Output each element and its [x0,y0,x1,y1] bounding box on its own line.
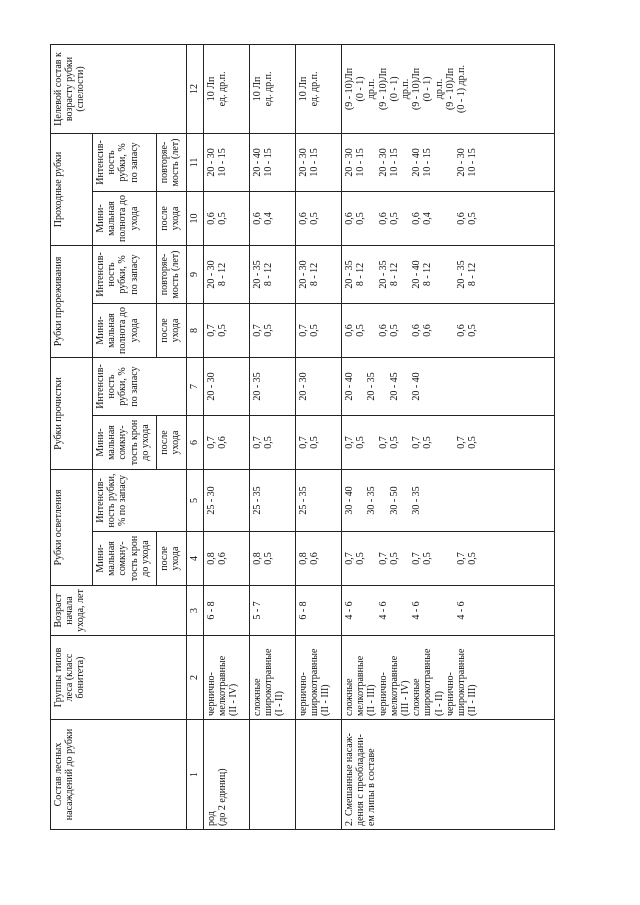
cell-prorezh-intensity: 20 - 30 8 - 12 [204,245,250,303]
header-prorezh-after: после ухода [157,303,187,357]
column-number: 5 [187,470,204,532]
cell-proch-closure: 0,7 0,5 [296,416,342,470]
cell-prorezh-intensity: 20 - 30 8 - 12 [296,245,342,303]
cell-forest-type: чернично- широкотравные (II - III) [296,636,342,720]
cell-osv-intensity: 30 - 40 30 - 35 30 - 50 30 - 35 [342,470,555,532]
cell-forest-type: чернично- мелкотравные (II - IV) [204,636,250,720]
column-number: 1 [187,720,204,830]
cell-start-age: 5 - 7 [250,586,296,636]
cell-prokh-intensity: 20 - 30 10 - 15 [204,133,250,191]
header-prokh-after: после ухода [157,191,187,245]
cell-composition: род (до 2 единиц) [204,720,250,830]
cell-prorezh-density: 0,7 0,5 [204,303,250,357]
cell-start-age: 6 - 8 [204,586,250,636]
column-number: 3 [187,586,204,636]
cell-prokh-density: 0,6 0,4 [250,191,296,245]
column-number: 8 [187,303,204,357]
cell-prokh-intensity: 20 - 30 10 - 15 20 - 30 10 - 15 20 - 40 10 - 15 20 - 30 10 - 15 [342,133,555,191]
cell-proch-closure: 0,7 0,6 [204,416,250,470]
cell-forest-type: сложные широкотравные (I - II) [250,636,296,720]
cell-target: 10 Лп ед. др.п. [250,44,296,133]
header-prokh-min-density: Мини-мальная полнота до ухода [93,191,157,245]
header-osv-min-closure: Мини-мальная сомкну-тость крон до ухода [93,532,157,586]
cell-target: 10 Лп ед. др.п. [296,44,342,133]
cell-target: (9 - 10)Лп (0 - 1) др.п. (9 - 10)Лп (0 - 1) др.п. (9 - 10)Лп (0 - 1) др.п. (9 - 10)Лп (0 - 1) др.п. [342,44,555,133]
cell-composition [296,720,342,830]
cell-forest-type: сложные мелкотравные (II - III) чернично- мелкотравные (III - IV) сложные широкотравные (I - II) чернично- широкотравные (II - III) [342,636,555,720]
cell-composition: 2. Смешанные насаж- дения с преобладани- ем липы в составе [342,720,555,830]
cell-prokh-density: 0,6 0,5 [296,191,342,245]
column-number: 10 [187,191,204,245]
header-proch-min-closure: Мини-мальная сомкну-тость крон до ухода [93,416,157,470]
cell-prorezh-intensity: 20 - 35 8 - 12 20 - 35 8 - 12 20 - 40 8 - 12 20 - 35 8 - 12 [342,245,555,303]
column-number: 11 [187,133,204,191]
cell-prorezh-density: 0,7 0,5 [296,303,342,357]
cell-osv-intensity: 25 - 30 [204,470,250,532]
cell-prorezh-density: 0,6 0,5 0,6 0,5 0,6 0,6 0,6 0,5 [342,303,555,357]
header-proch-after: после ухода [157,416,187,470]
header-prorezh-intensity: Интенсив-ность рубки, % по запасу [93,245,157,303]
column-number: 9 [187,245,204,303]
column-number: 2 [187,636,204,720]
cell-proch-intensity: 20 - 30 [296,357,342,415]
header-group-prochistka: Рубки прочистки [51,357,93,469]
cell-composition [250,720,296,830]
table-row [250,44,296,829]
cell-osv-intensity: 25 - 35 [296,470,342,532]
table-row [204,44,250,829]
thinning-norms-table [50,44,555,830]
header-group-prorezhivanie: Рубки прореживания [51,245,93,357]
cell-prokh-intensity: 20 - 40 10 - 15 [250,133,296,191]
header-proch-intensity: Интенсив-ность рубки, % по запасу [93,357,187,415]
cell-osv-closure: 0,8 0,5 [250,532,296,586]
table-row [296,44,342,829]
cell-proch-intensity: 20 - 30 [204,357,250,415]
header-prorezh-min-density: Мини-мальная полнота до ухода [93,303,157,357]
cell-prokh-intensity: 20 - 30 10 - 15 [296,133,342,191]
column-number: 6 [187,416,204,470]
cell-prokh-density: 0,6 0,5 0,6 0,5 0,6 0,4 0,6 0,5 [342,191,555,245]
cell-osv-closure: 0,7 0,5 0,7 0,5 0,7 0,5 0,7 0,5 [342,532,555,586]
header-composition: Состав лесных насаждений до рубки [51,720,187,830]
column-number: 4 [187,532,204,586]
header-prorezh-repeat: повторяе-мость (лет) [157,245,187,303]
cell-osv-closure: 0,8 0,6 [296,532,342,586]
cell-start-age: 4 - 6 4 - 6 4 - 6 4 - 6 [342,586,555,636]
cell-prorezh-density: 0,7 0,5 [250,303,296,357]
cell-osv-intensity: 25 - 35 [250,470,296,532]
header-start-age: Возраст начала ухода, лет [51,586,187,636]
rotated-table-frame [50,45,555,830]
cell-prorezh-intensity: 20 - 35 8 - 12 [250,245,296,303]
cell-proch-closure: 0,7 0,5 [250,416,296,470]
header-prokh-intensity: Интенсив-ность рубки, % по запасу [93,133,157,191]
cell-start-age: 6 - 8 [296,586,342,636]
column-number: 7 [187,357,204,415]
cell-osv-closure: 0,8 0,6 [204,532,250,586]
cell-proch-closure: 0,7 0,5 0,7 0,5 0,7 0,5 0,7 0,5 [342,416,555,470]
table-row [342,44,555,829]
header-osv-after: после ухода [157,532,187,586]
header-group-prokhodnye: Проходные рубки [51,133,93,245]
cell-prokh-density: 0,6 0,5 [204,191,250,245]
header-target-composition: Целевой состав к возрасту рубки (спелости) [51,44,187,133]
cell-proch-intensity: 20 - 35 [250,357,296,415]
header-group-osvetlenie: Рубки осветления [51,470,93,586]
header-forest-types: Группы типов леса (класс бонитета) [51,636,187,720]
header-osv-intensity: Интенсив-ность рубки, % по запасу [93,470,187,532]
column-number: 12 [187,44,204,133]
cell-proch-intensity: 20 - 40 20 - 35 20 - 45 20 - 40 [342,357,555,415]
cell-target: 10 Лп ед. др.п. [204,44,250,133]
header-prokh-repeat: повторяе-мость (лет) [157,133,187,191]
